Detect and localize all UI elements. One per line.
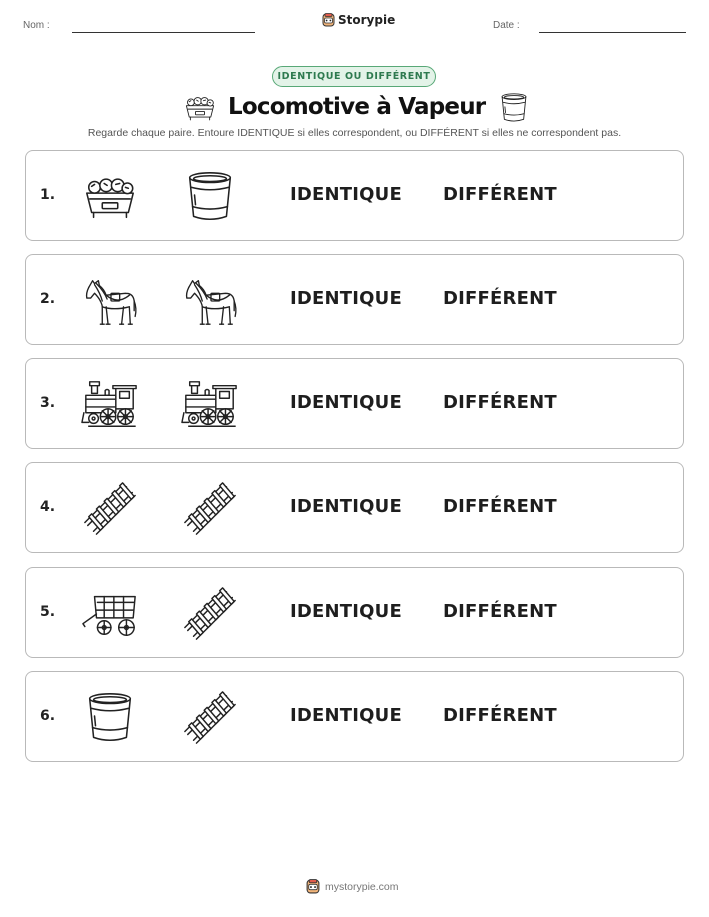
footer-url[interactable]: mystorypie.com — [325, 880, 399, 893]
right-picture — [181, 376, 239, 434]
right-picture — [181, 480, 239, 538]
row-number: 2. — [40, 291, 56, 307]
railroad-track-icon — [181, 585, 239, 643]
option-different[interactable]: DIFFÉRENT — [443, 705, 557, 726]
storypie-mascot-icon — [306, 879, 320, 894]
footer — [306, 879, 399, 894]
coal-crate-icon — [81, 168, 139, 226]
right-picture — [181, 689, 239, 747]
left-picture — [81, 480, 139, 538]
option-identique[interactable]: IDENTIQUE — [290, 392, 402, 413]
horse-icon — [181, 272, 239, 330]
option-different[interactable]: DIFFÉRENT — [443, 392, 557, 413]
option-different[interactable]: DIFFÉRENT — [443, 601, 557, 622]
row-number: 4. — [40, 499, 56, 515]
exercise-row — [25, 671, 684, 762]
bucket-icon — [81, 689, 139, 747]
right-picture — [181, 272, 239, 330]
date-line[interactable] — [539, 32, 686, 33]
railroad-track-icon — [81, 480, 139, 538]
railroad-track-icon — [181, 480, 239, 538]
name-label: Nom : — [23, 20, 50, 31]
option-different[interactable]: DIFFÉRENT — [443, 496, 557, 517]
steam-locomotive-icon — [181, 376, 239, 434]
title-right-icon — [497, 91, 531, 129]
left-picture — [81, 272, 139, 330]
page-title: Locomotive à Vapeur — [228, 94, 486, 120]
railroad-track-icon — [181, 689, 239, 747]
exercise-row — [25, 358, 684, 449]
left-picture — [81, 689, 139, 747]
right-picture — [181, 585, 239, 643]
exercise-row — [25, 254, 684, 345]
option-identique[interactable]: IDENTIQUE — [290, 496, 402, 517]
horse-icon — [81, 272, 139, 330]
activity-badge: IDENTIQUE OU DIFFÉRENT — [272, 66, 436, 87]
bucket-icon — [181, 168, 239, 226]
option-identique[interactable]: IDENTIQUE — [290, 705, 402, 726]
steam-locomotive-icon — [81, 376, 139, 434]
exercise-row — [25, 567, 684, 658]
title-left-icon — [183, 91, 217, 129]
storypie-mascot-icon — [322, 13, 335, 27]
date-label: Date : — [493, 20, 520, 31]
left-picture — [81, 376, 139, 434]
row-number: 3. — [40, 395, 56, 411]
option-identique[interactable]: IDENTIQUE — [290, 288, 402, 309]
brand-name: Storypie — [338, 13, 396, 27]
title-row — [0, 88, 709, 126]
option-different[interactable]: DIFFÉRENT — [443, 184, 557, 205]
right-picture — [181, 168, 239, 226]
row-number: 1. — [40, 187, 56, 203]
left-picture — [81, 168, 139, 226]
left-picture — [81, 585, 139, 643]
name-line[interactable] — [72, 32, 255, 33]
instructions: Regarde chaque paire. Entoure IDENTIQUE si elles correspondent, ou DIFFÉRENT si elles ne correspondent pas. — [87, 127, 622, 139]
coal-crate-icon — [183, 91, 217, 125]
option-identique[interactable]: IDENTIQUE — [290, 184, 402, 205]
row-number: 6. — [40, 708, 56, 724]
row-number: 5. — [40, 604, 56, 620]
wagon-icon — [81, 585, 139, 643]
exercise-row — [25, 150, 684, 241]
option-identique[interactable]: IDENTIQUE — [290, 601, 402, 622]
brand-logo — [322, 13, 395, 27]
option-different[interactable]: DIFFÉRENT — [443, 288, 557, 309]
bucket-icon — [497, 91, 531, 125]
exercise-row — [25, 462, 684, 553]
